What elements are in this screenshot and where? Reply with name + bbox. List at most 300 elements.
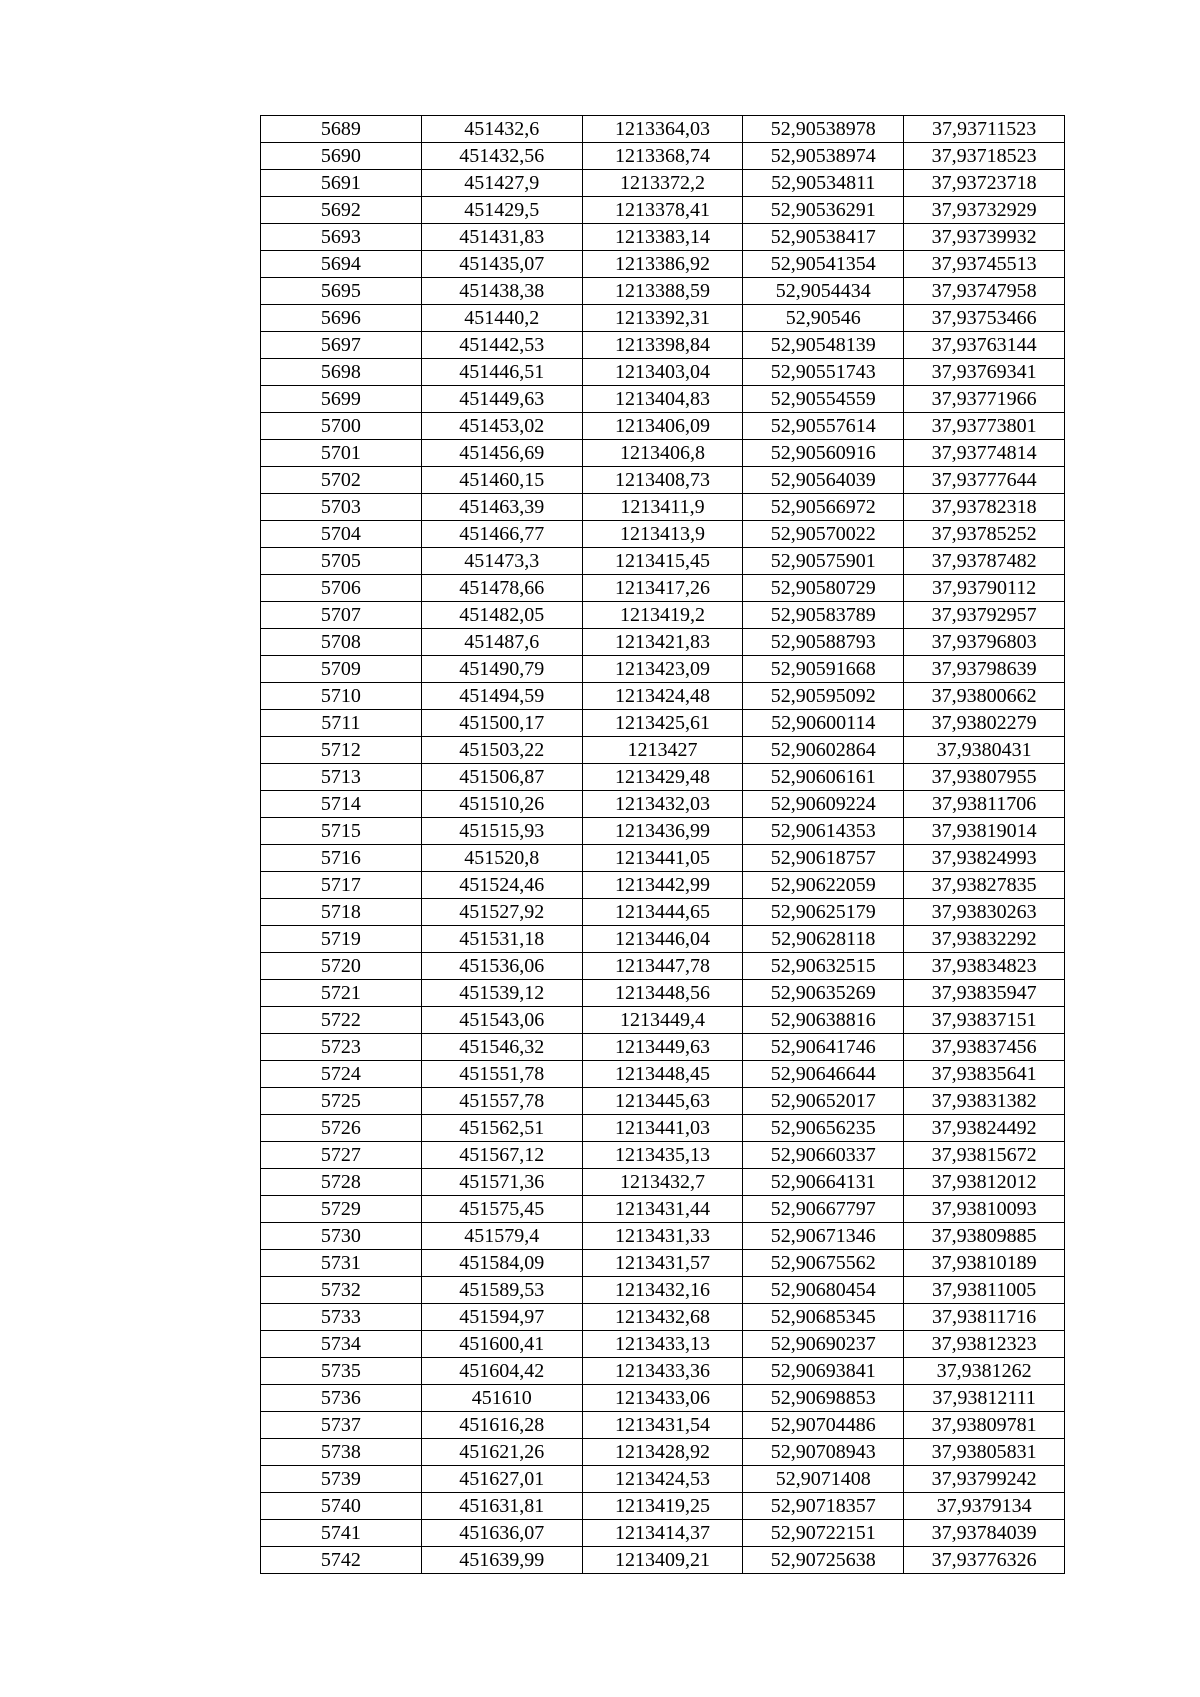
point-number-cell: 5719 <box>261 926 422 953</box>
longitude-cell: 37,93812323 <box>904 1331 1065 1358</box>
point-number-cell: 5734 <box>261 1331 422 1358</box>
y-coordinate-cell: 1213415,45 <box>582 548 743 575</box>
table-row <box>261 116 1065 143</box>
x-coordinate-cell: 451490,79 <box>421 656 582 683</box>
latitude-cell: 52,90580729 <box>743 575 904 602</box>
x-coordinate-cell: 451478,66 <box>421 575 582 602</box>
y-coordinate-cell: 1213436,99 <box>582 818 743 845</box>
point-number-cell: 5695 <box>261 278 422 305</box>
table-row <box>261 953 1065 980</box>
point-number-cell: 5718 <box>261 899 422 926</box>
table-row <box>261 1547 1065 1574</box>
longitude-cell: 37,93773801 <box>904 413 1065 440</box>
table-row <box>261 683 1065 710</box>
point-number-cell: 5708 <box>261 629 422 656</box>
x-coordinate-cell: 451575,45 <box>421 1196 582 1223</box>
latitude-cell: 52,90538417 <box>743 224 904 251</box>
x-coordinate-cell: 451543,06 <box>421 1007 582 1034</box>
point-number-cell: 5709 <box>261 656 422 683</box>
point-number-cell: 5694 <box>261 251 422 278</box>
longitude-cell: 37,93809781 <box>904 1412 1065 1439</box>
longitude-cell: 37,93739932 <box>904 224 1065 251</box>
point-number-cell: 5716 <box>261 845 422 872</box>
longitude-cell: 37,93790112 <box>904 575 1065 602</box>
table-row <box>261 1007 1065 1034</box>
latitude-cell: 52,90641746 <box>743 1034 904 1061</box>
latitude-cell: 52,90564039 <box>743 467 904 494</box>
latitude-cell: 52,90600114 <box>743 710 904 737</box>
y-coordinate-cell: 1213433,06 <box>582 1385 743 1412</box>
longitude-cell: 37,93799242 <box>904 1466 1065 1493</box>
y-coordinate-cell: 1213447,78 <box>582 953 743 980</box>
longitude-cell: 37,93809885 <box>904 1223 1065 1250</box>
x-coordinate-cell: 451438,38 <box>421 278 582 305</box>
y-coordinate-cell: 1213364,03 <box>582 116 743 143</box>
x-coordinate-cell: 451520,8 <box>421 845 582 872</box>
latitude-cell: 52,90536291 <box>743 197 904 224</box>
latitude-cell: 52,90693841 <box>743 1358 904 1385</box>
latitude-cell: 52,90609224 <box>743 791 904 818</box>
point-number-cell: 5706 <box>261 575 422 602</box>
longitude-cell: 37,93718523 <box>904 143 1065 170</box>
x-coordinate-cell: 451494,59 <box>421 683 582 710</box>
table-row <box>261 521 1065 548</box>
y-coordinate-cell: 1213419,25 <box>582 1493 743 1520</box>
x-coordinate-cell: 451510,26 <box>421 791 582 818</box>
longitude-cell: 37,93805831 <box>904 1439 1065 1466</box>
y-coordinate-cell: 1213424,48 <box>582 683 743 710</box>
table-row <box>261 278 1065 305</box>
latitude-cell: 52,90614353 <box>743 818 904 845</box>
longitude-cell: 37,93798639 <box>904 656 1065 683</box>
point-number-cell: 5731 <box>261 1250 422 1277</box>
y-coordinate-cell: 1213433,13 <box>582 1331 743 1358</box>
latitude-cell: 52,90652017 <box>743 1088 904 1115</box>
y-coordinate-cell: 1213448,45 <box>582 1061 743 1088</box>
table-row <box>261 386 1065 413</box>
x-coordinate-cell: 451600,41 <box>421 1331 582 1358</box>
x-coordinate-cell: 451442,53 <box>421 332 582 359</box>
point-number-cell: 5710 <box>261 683 422 710</box>
table-row <box>261 1169 1065 1196</box>
y-coordinate-cell: 1213449,63 <box>582 1034 743 1061</box>
latitude-cell: 52,90675562 <box>743 1250 904 1277</box>
point-number-cell: 5689 <box>261 116 422 143</box>
longitude-cell: 37,93819014 <box>904 818 1065 845</box>
latitude-cell: 52,90635269 <box>743 980 904 1007</box>
point-number-cell: 5726 <box>261 1115 422 1142</box>
x-coordinate-cell: 451449,63 <box>421 386 582 413</box>
y-coordinate-cell: 1213421,83 <box>582 629 743 656</box>
point-number-cell: 5721 <box>261 980 422 1007</box>
y-coordinate-cell: 1213403,04 <box>582 359 743 386</box>
point-number-cell: 5698 <box>261 359 422 386</box>
latitude-cell: 52,90725638 <box>743 1547 904 1574</box>
x-coordinate-cell: 451440,2 <box>421 305 582 332</box>
table-row <box>261 980 1065 1007</box>
y-coordinate-cell: 1213413,9 <box>582 521 743 548</box>
longitude-cell: 37,93807955 <box>904 764 1065 791</box>
y-coordinate-cell: 1213406,09 <box>582 413 743 440</box>
latitude-cell: 52,90685345 <box>743 1304 904 1331</box>
latitude-cell: 52,90660337 <box>743 1142 904 1169</box>
latitude-cell: 52,90588793 <box>743 629 904 656</box>
table-row <box>261 737 1065 764</box>
x-coordinate-cell: 451503,22 <box>421 737 582 764</box>
point-number-cell: 5713 <box>261 764 422 791</box>
table-row <box>261 440 1065 467</box>
table-row <box>261 1034 1065 1061</box>
latitude-cell: 52,90570022 <box>743 521 904 548</box>
x-coordinate-cell: 451531,18 <box>421 926 582 953</box>
point-number-cell: 5736 <box>261 1385 422 1412</box>
latitude-cell: 52,90671346 <box>743 1223 904 1250</box>
point-number-cell: 5724 <box>261 1061 422 1088</box>
y-coordinate-cell: 1213432,16 <box>582 1277 743 1304</box>
longitude-cell: 37,9379134 <box>904 1493 1065 1520</box>
latitude-cell: 52,90646644 <box>743 1061 904 1088</box>
x-coordinate-cell: 451427,9 <box>421 170 582 197</box>
longitude-cell: 37,93745513 <box>904 251 1065 278</box>
longitude-cell: 37,93837151 <box>904 1007 1065 1034</box>
table-row <box>261 791 1065 818</box>
latitude-cell: 52,90591668 <box>743 656 904 683</box>
x-coordinate-cell: 451562,51 <box>421 1115 582 1142</box>
table-row <box>261 170 1065 197</box>
point-number-cell: 5741 <box>261 1520 422 1547</box>
x-coordinate-cell: 451567,12 <box>421 1142 582 1169</box>
latitude-cell: 52,90638816 <box>743 1007 904 1034</box>
x-coordinate-cell: 451589,53 <box>421 1277 582 1304</box>
y-coordinate-cell: 1213392,31 <box>582 305 743 332</box>
longitude-cell: 37,93812111 <box>904 1385 1065 1412</box>
table-row <box>261 926 1065 953</box>
x-coordinate-cell: 451429,5 <box>421 197 582 224</box>
table-row <box>261 818 1065 845</box>
y-coordinate-cell: 1213449,4 <box>582 1007 743 1034</box>
latitude-cell: 52,90704486 <box>743 1412 904 1439</box>
table-row <box>261 467 1065 494</box>
point-number-cell: 5739 <box>261 1466 422 1493</box>
longitude-cell: 37,93835947 <box>904 980 1065 1007</box>
point-number-cell: 5735 <box>261 1358 422 1385</box>
point-number-cell: 5702 <box>261 467 422 494</box>
longitude-cell: 37,93796803 <box>904 629 1065 656</box>
longitude-cell: 37,93815672 <box>904 1142 1065 1169</box>
y-coordinate-cell: 1213388,59 <box>582 278 743 305</box>
table-row <box>261 305 1065 332</box>
table-row <box>261 1115 1065 1142</box>
x-coordinate-cell: 451536,06 <box>421 953 582 980</box>
latitude-cell: 52,90722151 <box>743 1520 904 1547</box>
longitude-cell: 37,93824492 <box>904 1115 1065 1142</box>
longitude-cell: 37,93802279 <box>904 710 1065 737</box>
table-row <box>261 899 1065 926</box>
latitude-cell: 52,90551743 <box>743 359 904 386</box>
latitude-cell: 52,90680454 <box>743 1277 904 1304</box>
latitude-cell: 52,90560916 <box>743 440 904 467</box>
table-row <box>261 1250 1065 1277</box>
longitude-cell: 37,93771966 <box>904 386 1065 413</box>
table-row <box>261 575 1065 602</box>
y-coordinate-cell: 1213432,03 <box>582 791 743 818</box>
x-coordinate-cell: 451579,4 <box>421 1223 582 1250</box>
x-coordinate-cell: 451515,93 <box>421 818 582 845</box>
latitude-cell: 52,90628118 <box>743 926 904 953</box>
longitude-cell: 37,93811706 <box>904 791 1065 818</box>
point-number-cell: 5737 <box>261 1412 422 1439</box>
x-coordinate-cell: 451466,77 <box>421 521 582 548</box>
latitude-cell: 52,90538978 <box>743 116 904 143</box>
longitude-cell: 37,93800662 <box>904 683 1065 710</box>
table-row <box>261 1304 1065 1331</box>
point-number-cell: 5690 <box>261 143 422 170</box>
y-coordinate-cell: 1213386,92 <box>582 251 743 278</box>
point-number-cell: 5696 <box>261 305 422 332</box>
table-row <box>261 764 1065 791</box>
latitude-cell: 52,90546 <box>743 305 904 332</box>
x-coordinate-cell: 451551,78 <box>421 1061 582 1088</box>
table-row <box>261 224 1065 251</box>
longitude-cell: 37,93782318 <box>904 494 1065 521</box>
table-row <box>261 494 1065 521</box>
point-number-cell: 5717 <box>261 872 422 899</box>
x-coordinate-cell: 451616,28 <box>421 1412 582 1439</box>
x-coordinate-cell: 451571,36 <box>421 1169 582 1196</box>
x-coordinate-cell: 451639,99 <box>421 1547 582 1574</box>
x-coordinate-cell: 451435,07 <box>421 251 582 278</box>
longitude-cell: 37,93812012 <box>904 1169 1065 1196</box>
x-coordinate-cell: 451557,78 <box>421 1088 582 1115</box>
x-coordinate-cell: 451621,26 <box>421 1439 582 1466</box>
y-coordinate-cell: 1213417,26 <box>582 575 743 602</box>
y-coordinate-cell: 1213378,41 <box>582 197 743 224</box>
y-coordinate-cell: 1213404,83 <box>582 386 743 413</box>
table-row <box>261 197 1065 224</box>
longitude-cell: 37,93774814 <box>904 440 1065 467</box>
latitude-cell: 52,90602864 <box>743 737 904 764</box>
y-coordinate-cell: 1213427 <box>582 737 743 764</box>
point-number-cell: 5703 <box>261 494 422 521</box>
x-coordinate-cell: 451584,09 <box>421 1250 582 1277</box>
table-row <box>261 1439 1065 1466</box>
longitude-cell: 37,93834823 <box>904 953 1065 980</box>
y-coordinate-cell: 1213411,9 <box>582 494 743 521</box>
point-number-cell: 5742 <box>261 1547 422 1574</box>
latitude-cell: 52,90690237 <box>743 1331 904 1358</box>
y-coordinate-cell: 1213431,57 <box>582 1250 743 1277</box>
longitude-cell: 37,93787482 <box>904 548 1065 575</box>
x-coordinate-cell: 451473,3 <box>421 548 582 575</box>
y-coordinate-cell: 1213368,74 <box>582 143 743 170</box>
table-row <box>261 872 1065 899</box>
point-number-cell: 5692 <box>261 197 422 224</box>
point-number-cell: 5700 <box>261 413 422 440</box>
y-coordinate-cell: 1213428,92 <box>582 1439 743 1466</box>
longitude-cell: 37,93831382 <box>904 1088 1065 1115</box>
longitude-cell: 37,93811716 <box>904 1304 1065 1331</box>
point-number-cell: 5701 <box>261 440 422 467</box>
longitude-cell: 37,93827835 <box>904 872 1065 899</box>
x-coordinate-cell: 451546,32 <box>421 1034 582 1061</box>
x-coordinate-cell: 451432,56 <box>421 143 582 170</box>
longitude-cell: 37,93753466 <box>904 305 1065 332</box>
point-number-cell: 5730 <box>261 1223 422 1250</box>
latitude-cell: 52,90534811 <box>743 170 904 197</box>
latitude-cell: 52,90548139 <box>743 332 904 359</box>
point-number-cell: 5711 <box>261 710 422 737</box>
y-coordinate-cell: 1213441,03 <box>582 1115 743 1142</box>
point-number-cell: 5704 <box>261 521 422 548</box>
coordinates-table-body <box>261 116 1065 1574</box>
longitude-cell: 37,93830263 <box>904 899 1065 926</box>
point-number-cell: 5733 <box>261 1304 422 1331</box>
latitude-cell: 52,90554559 <box>743 386 904 413</box>
table-row <box>261 845 1065 872</box>
latitude-cell: 52,90664131 <box>743 1169 904 1196</box>
longitude-cell: 37,93769341 <box>904 359 1065 386</box>
y-coordinate-cell: 1213398,84 <box>582 332 743 359</box>
table-row <box>261 710 1065 737</box>
x-coordinate-cell: 451524,46 <box>421 872 582 899</box>
latitude-cell: 52,90656235 <box>743 1115 904 1142</box>
table-row <box>261 1520 1065 1547</box>
point-number-cell: 5691 <box>261 170 422 197</box>
table-row <box>261 251 1065 278</box>
x-coordinate-cell: 451610 <box>421 1385 582 1412</box>
latitude-cell: 52,90718357 <box>743 1493 904 1520</box>
x-coordinate-cell: 451446,51 <box>421 359 582 386</box>
latitude-cell: 52,9054434 <box>743 278 904 305</box>
table-row <box>261 1412 1065 1439</box>
point-number-cell: 5729 <box>261 1196 422 1223</box>
y-coordinate-cell: 1213431,44 <box>582 1196 743 1223</box>
y-coordinate-cell: 1213446,04 <box>582 926 743 953</box>
longitude-cell: 37,93776326 <box>904 1547 1065 1574</box>
table-row <box>261 1493 1065 1520</box>
x-coordinate-cell: 451627,01 <box>421 1466 582 1493</box>
table-row <box>261 602 1065 629</box>
longitude-cell: 37,9380431 <box>904 737 1065 764</box>
table-row <box>261 548 1065 575</box>
latitude-cell: 52,90538974 <box>743 143 904 170</box>
y-coordinate-cell: 1213408,73 <box>582 467 743 494</box>
y-coordinate-cell: 1213425,61 <box>582 710 743 737</box>
longitude-cell: 37,93784039 <box>904 1520 1065 1547</box>
latitude-cell: 52,90667797 <box>743 1196 904 1223</box>
table-row <box>261 359 1065 386</box>
y-coordinate-cell: 1213409,21 <box>582 1547 743 1574</box>
table-row <box>261 1385 1065 1412</box>
table-row <box>261 1196 1065 1223</box>
table-row <box>261 1142 1065 1169</box>
point-number-cell: 5705 <box>261 548 422 575</box>
point-number-cell: 5728 <box>261 1169 422 1196</box>
latitude-cell: 52,90557614 <box>743 413 904 440</box>
longitude-cell: 37,93747958 <box>904 278 1065 305</box>
x-coordinate-cell: 451527,92 <box>421 899 582 926</box>
point-number-cell: 5712 <box>261 737 422 764</box>
point-number-cell: 5723 <box>261 1034 422 1061</box>
y-coordinate-cell: 1213429,48 <box>582 764 743 791</box>
latitude-cell: 52,90541354 <box>743 251 904 278</box>
table-row <box>261 1466 1065 1493</box>
y-coordinate-cell: 1213445,63 <box>582 1088 743 1115</box>
table-row <box>261 1358 1065 1385</box>
point-number-cell: 5697 <box>261 332 422 359</box>
table-row <box>261 332 1065 359</box>
x-coordinate-cell: 451487,6 <box>421 629 582 656</box>
y-coordinate-cell: 1213435,13 <box>582 1142 743 1169</box>
point-number-cell: 5725 <box>261 1088 422 1115</box>
x-coordinate-cell: 451636,07 <box>421 1520 582 1547</box>
latitude-cell: 52,90618757 <box>743 845 904 872</box>
point-number-cell: 5732 <box>261 1277 422 1304</box>
longitude-cell: 37,93777644 <box>904 467 1065 494</box>
longitude-cell: 37,93810189 <box>904 1250 1065 1277</box>
x-coordinate-cell: 451631,81 <box>421 1493 582 1520</box>
table-row <box>261 656 1065 683</box>
table-row <box>261 1331 1065 1358</box>
point-number-cell: 5699 <box>261 386 422 413</box>
latitude-cell: 52,90708943 <box>743 1439 904 1466</box>
longitude-cell: 37,93732929 <box>904 197 1065 224</box>
y-coordinate-cell: 1213448,56 <box>582 980 743 1007</box>
x-coordinate-cell: 451456,69 <box>421 440 582 467</box>
table-row <box>261 1088 1065 1115</box>
x-coordinate-cell: 451482,05 <box>421 602 582 629</box>
x-coordinate-cell: 451604,42 <box>421 1358 582 1385</box>
longitude-cell: 37,93711523 <box>904 116 1065 143</box>
longitude-cell: 37,93785252 <box>904 521 1065 548</box>
latitude-cell: 52,90632515 <box>743 953 904 980</box>
longitude-cell: 37,93832292 <box>904 926 1065 953</box>
x-coordinate-cell: 451506,87 <box>421 764 582 791</box>
y-coordinate-cell: 1213432,68 <box>582 1304 743 1331</box>
latitude-cell: 52,90606161 <box>743 764 904 791</box>
x-coordinate-cell: 451432,6 <box>421 116 582 143</box>
point-number-cell: 5720 <box>261 953 422 980</box>
longitude-cell: 37,93792957 <box>904 602 1065 629</box>
y-coordinate-cell: 1213383,14 <box>582 224 743 251</box>
y-coordinate-cell: 1213431,33 <box>582 1223 743 1250</box>
longitude-cell: 37,93763144 <box>904 332 1065 359</box>
longitude-cell: 37,93837456 <box>904 1034 1065 1061</box>
y-coordinate-cell: 1213442,99 <box>582 872 743 899</box>
point-number-cell: 5714 <box>261 791 422 818</box>
point-number-cell: 5740 <box>261 1493 422 1520</box>
latitude-cell: 52,90698853 <box>743 1385 904 1412</box>
x-coordinate-cell: 451500,17 <box>421 710 582 737</box>
y-coordinate-cell: 1213423,09 <box>582 656 743 683</box>
y-coordinate-cell: 1213444,65 <box>582 899 743 926</box>
table-row <box>261 413 1065 440</box>
point-number-cell: 5727 <box>261 1142 422 1169</box>
y-coordinate-cell: 1213441,05 <box>582 845 743 872</box>
longitude-cell: 37,93811005 <box>904 1277 1065 1304</box>
y-coordinate-cell: 1213406,8 <box>582 440 743 467</box>
point-number-cell: 5707 <box>261 602 422 629</box>
x-coordinate-cell: 451460,15 <box>421 467 582 494</box>
point-number-cell: 5722 <box>261 1007 422 1034</box>
coordinates-table <box>260 115 1065 1574</box>
y-coordinate-cell: 1213433,36 <box>582 1358 743 1385</box>
latitude-cell: 52,90566972 <box>743 494 904 521</box>
longitude-cell: 37,93835641 <box>904 1061 1065 1088</box>
longitude-cell: 37,93810093 <box>904 1196 1065 1223</box>
longitude-cell: 37,93723718 <box>904 170 1065 197</box>
point-number-cell: 5693 <box>261 224 422 251</box>
